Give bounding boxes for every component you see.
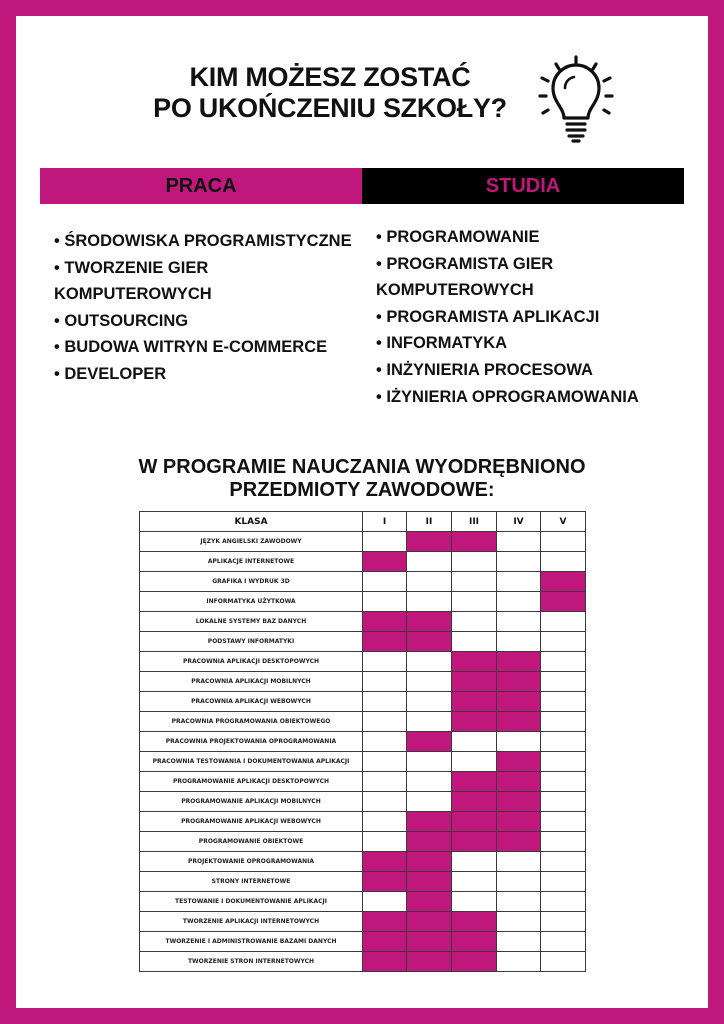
class-cell-empty bbox=[541, 712, 586, 732]
class-cell-empty bbox=[363, 792, 407, 812]
class-cell-empty bbox=[452, 732, 497, 752]
class-cell-active bbox=[497, 712, 541, 732]
class-cell-empty bbox=[541, 612, 586, 632]
class-cell-empty bbox=[363, 672, 407, 692]
class-cell-active bbox=[541, 572, 586, 592]
header-class-2: II bbox=[407, 512, 452, 532]
table-row bbox=[140, 612, 586, 632]
table-row bbox=[140, 652, 586, 672]
class-cell-active bbox=[363, 912, 407, 932]
class-cell-empty bbox=[363, 692, 407, 712]
subject-name: PROJEKTOWANIE OPROGRAMOWANIA bbox=[140, 852, 363, 872]
class-cell-empty bbox=[497, 592, 541, 612]
class-cell-active bbox=[363, 872, 407, 892]
class-cell-active bbox=[452, 812, 497, 832]
class-cell-empty bbox=[363, 772, 407, 792]
class-cell-empty bbox=[497, 532, 541, 552]
class-cell-empty bbox=[541, 772, 586, 792]
subject-name: STRONY INTERNETOWE bbox=[140, 872, 363, 892]
class-cell-empty bbox=[541, 732, 586, 752]
class-cell-empty bbox=[541, 892, 586, 912]
class-cell-empty bbox=[541, 872, 586, 892]
class-cell-active bbox=[497, 832, 541, 852]
class-cell-empty bbox=[541, 952, 586, 972]
class-cell-active bbox=[452, 932, 497, 952]
class-cell-empty bbox=[407, 672, 452, 692]
class-cell-active bbox=[452, 692, 497, 712]
class-cell-active bbox=[452, 712, 497, 732]
subject-name: PROGRAMOWANIE APLIKACJI WEBOWYCH bbox=[140, 812, 363, 832]
class-cell-active bbox=[407, 872, 452, 892]
table-row bbox=[140, 592, 586, 612]
table-body bbox=[140, 532, 586, 972]
table-row bbox=[140, 532, 586, 552]
lightbulb-icon bbox=[538, 54, 614, 146]
class-cell-active bbox=[407, 532, 452, 552]
subject-name: PROGRAMOWANIE APLIKACJI DESKTOPOWYCH bbox=[140, 772, 363, 792]
class-cell-empty bbox=[541, 852, 586, 872]
subject-name: TWORZENIE APLIKACJI INTERNETOWYCH bbox=[140, 912, 363, 932]
class-cell-active bbox=[363, 632, 407, 652]
class-cell-active bbox=[497, 792, 541, 812]
class-cell-empty bbox=[363, 712, 407, 732]
class-cell-empty bbox=[497, 912, 541, 932]
class-cell-empty bbox=[407, 712, 452, 732]
class-cell-empty bbox=[541, 632, 586, 652]
table-row bbox=[140, 812, 586, 832]
studia-list-item: • PROGRAMISTA GIER KOMPUTEROWYCH bbox=[376, 254, 554, 300]
subject-name: INFORMATYKA UŻYTKOWA bbox=[140, 592, 363, 612]
subject-name: TWORZENIE STRON INTERNETOWYCH bbox=[140, 952, 363, 972]
table-row bbox=[140, 792, 586, 812]
class-cell-active bbox=[363, 552, 407, 572]
class-cell-empty bbox=[363, 892, 407, 912]
table-row bbox=[140, 952, 586, 972]
class-cell-empty bbox=[497, 952, 541, 972]
subject-name: GRAFIKA I WYDRUK 3D bbox=[140, 572, 363, 592]
header-klasa: KLASA bbox=[140, 512, 363, 532]
class-cell-active bbox=[407, 912, 452, 932]
table-header-row bbox=[140, 512, 586, 532]
class-cell-empty bbox=[541, 912, 586, 932]
studia-list-item: • IŻYNIERIA OPROGRAMOWANIA bbox=[376, 387, 639, 406]
class-cell-empty bbox=[541, 672, 586, 692]
class-cell-empty bbox=[363, 732, 407, 752]
class-cell-active bbox=[452, 832, 497, 852]
class-cell-empty bbox=[541, 792, 586, 812]
class-cell-empty bbox=[497, 872, 541, 892]
class-cell-empty bbox=[452, 872, 497, 892]
praca-list bbox=[54, 228, 354, 388]
class-cell-empty bbox=[452, 852, 497, 872]
class-cell-empty bbox=[363, 752, 407, 772]
praca-list-item: • BUDOWA WITRYN E-COMMERCE bbox=[54, 338, 328, 357]
praca-list-item: • OUTSOURCING bbox=[54, 311, 189, 330]
class-cell-empty bbox=[541, 832, 586, 852]
class-cell-active bbox=[452, 672, 497, 692]
class-cell-empty bbox=[497, 932, 541, 952]
class-cell-empty bbox=[407, 652, 452, 672]
subject-name: PODSTAWY INFORMATYKI bbox=[140, 632, 363, 652]
table-row bbox=[140, 572, 586, 592]
table-row bbox=[140, 872, 586, 892]
class-cell-empty bbox=[497, 892, 541, 912]
class-cell-empty bbox=[497, 612, 541, 632]
table-row bbox=[140, 832, 586, 852]
class-cell-empty bbox=[407, 692, 452, 712]
class-cell-empty bbox=[407, 792, 452, 812]
table-row bbox=[140, 772, 586, 792]
class-cell-active bbox=[407, 932, 452, 952]
class-cell-active bbox=[497, 672, 541, 692]
class-cell-empty bbox=[407, 552, 452, 572]
class-cell-active bbox=[363, 612, 407, 632]
class-cell-active bbox=[497, 652, 541, 672]
class-cell-active bbox=[407, 832, 452, 852]
praca-list-item: • ŚRODOWISKA PROGRAMISTYCZNE bbox=[54, 232, 352, 250]
class-cell-active bbox=[452, 532, 497, 552]
table-row bbox=[140, 912, 586, 932]
class-cell-active bbox=[407, 732, 452, 752]
class-cell-active bbox=[497, 812, 541, 832]
subject-name: TESTOWANIE I DOKUMENTOWANIE APLIKACJI bbox=[140, 892, 363, 912]
subject-name: PROGRAMOWANIE OBIEKTOWE bbox=[140, 832, 363, 852]
table-row bbox=[140, 752, 586, 772]
studia-list-item: • PROGRAMISTA APLIKACJI bbox=[376, 307, 600, 326]
subject-name: PRACOWNIA APLIKACJI MOBILNYCH bbox=[140, 672, 363, 692]
header-class-3: III bbox=[452, 512, 497, 532]
subject-name: PRACOWNIA TESTOWANIA I DOKUMENTOWANIA APLIKACJI bbox=[140, 752, 363, 772]
praca-heading: PRACA bbox=[40, 168, 362, 204]
table-row bbox=[140, 692, 586, 712]
poster bbox=[16, 16, 708, 1008]
subject-name: PRACOWNIA PROGRAMOWANIA OBIEKTOWEGO bbox=[140, 712, 363, 732]
class-cell-empty bbox=[497, 732, 541, 752]
class-cell-empty bbox=[407, 592, 452, 612]
class-cell-active bbox=[452, 772, 497, 792]
class-cell-active bbox=[497, 772, 541, 792]
table-row bbox=[140, 672, 586, 692]
table-row bbox=[140, 732, 586, 752]
table-row bbox=[140, 552, 586, 572]
subject-name: PRACOWNIA APLIKACJI WEBOWYCH bbox=[140, 692, 363, 712]
class-cell-empty bbox=[452, 552, 497, 572]
class-cell-active bbox=[407, 852, 452, 872]
class-cell-empty bbox=[541, 812, 586, 832]
subject-name: TWORZENIE I ADMINISTROWANIE BAZAMI DANYCH bbox=[140, 932, 363, 952]
class-cell-active bbox=[363, 952, 407, 972]
class-cell-active bbox=[363, 932, 407, 952]
class-cell-empty bbox=[452, 632, 497, 652]
table-row bbox=[140, 632, 586, 652]
subject-name: PRACOWNIA PROJEKTOWANIA OPROGRAMOWANIA bbox=[140, 732, 363, 752]
class-cell-empty bbox=[363, 592, 407, 612]
class-cell-empty bbox=[541, 532, 586, 552]
class-cell-empty bbox=[407, 752, 452, 772]
class-cell-active bbox=[452, 912, 497, 932]
class-cell-empty bbox=[452, 572, 497, 592]
class-cell-active bbox=[407, 812, 452, 832]
subjects-heading bbox=[16, 456, 708, 502]
class-cell-active bbox=[541, 592, 586, 612]
class-cell-empty bbox=[541, 932, 586, 952]
praca-list-item: • TWORZENIE GIER KOMPUTEROWYCH bbox=[54, 258, 212, 304]
studia-list-item: • INFORMATYKA bbox=[376, 334, 508, 353]
table-row bbox=[140, 712, 586, 732]
studia-list bbox=[376, 224, 696, 410]
studia-heading: STUDIA bbox=[362, 168, 684, 204]
class-cell-empty bbox=[497, 632, 541, 652]
class-cell-empty bbox=[407, 572, 452, 592]
class-cell-empty bbox=[363, 532, 407, 552]
title-line-2: PO UKOŃCZENIU SZKOŁY? bbox=[153, 93, 507, 123]
subject-name: APLIKACJE INTERNETOWE bbox=[140, 552, 363, 572]
praca-list-item: • DEVELOPER bbox=[54, 364, 167, 383]
table-row bbox=[140, 892, 586, 912]
class-cell-active bbox=[407, 952, 452, 972]
studia-list-item: • INŻYNIERIA PROCESOWA bbox=[376, 360, 593, 379]
subject-name: PRACOWNIA APLIKACJI DESKTOPOWYCH bbox=[140, 652, 363, 672]
class-cell-empty bbox=[363, 652, 407, 672]
class-cell-active bbox=[407, 632, 452, 652]
subject-name: JĘZYK ANGIELSKI ZAWODOWY bbox=[140, 532, 363, 552]
title-line-1: KIM MOŻESZ ZOSTAĆ bbox=[189, 62, 471, 92]
header-class-4: IV bbox=[497, 512, 541, 532]
class-cell-empty bbox=[363, 812, 407, 832]
header-class-5: V bbox=[541, 512, 586, 532]
class-cell-empty bbox=[541, 552, 586, 572]
class-cell-active bbox=[363, 852, 407, 872]
class-cell-active bbox=[497, 692, 541, 712]
class-cell-empty bbox=[407, 772, 452, 792]
class-cell-active bbox=[452, 952, 497, 972]
class-cell-active bbox=[497, 752, 541, 772]
class-cell-empty bbox=[497, 552, 541, 572]
subjects-heading-line-2: PRZEDMIOTY ZAWODOWE: bbox=[229, 479, 495, 501]
subjects-table bbox=[139, 511, 586, 972]
class-cell-empty bbox=[541, 652, 586, 672]
class-cell-empty bbox=[363, 572, 407, 592]
subject-name: LOKALNE SYSTEMY BAZ DANYCH bbox=[140, 612, 363, 632]
class-cell-empty bbox=[452, 892, 497, 912]
class-cell-empty bbox=[541, 692, 586, 712]
studia-list-item: • PROGRAMOWANIE bbox=[376, 228, 540, 246]
header-class-1: I bbox=[363, 512, 407, 532]
subject-name: PROGRAMOWANIE APLIKACJI MOBILNYCH bbox=[140, 792, 363, 812]
class-cell-empty bbox=[497, 572, 541, 592]
class-cell-empty bbox=[452, 752, 497, 772]
class-cell-active bbox=[407, 892, 452, 912]
class-cell-active bbox=[407, 612, 452, 632]
table-row bbox=[140, 852, 586, 872]
class-cell-empty bbox=[363, 832, 407, 852]
subjects-heading-line-1: W PROGRAMIE NAUCZANIA WYODRĘBNIONO bbox=[138, 456, 586, 478]
class-cell-active bbox=[452, 652, 497, 672]
class-cell-active bbox=[452, 792, 497, 812]
class-cell-empty bbox=[541, 752, 586, 772]
class-cell-empty bbox=[452, 592, 497, 612]
table-row bbox=[140, 932, 586, 952]
class-cell-empty bbox=[452, 612, 497, 632]
class-cell-empty bbox=[497, 852, 541, 872]
